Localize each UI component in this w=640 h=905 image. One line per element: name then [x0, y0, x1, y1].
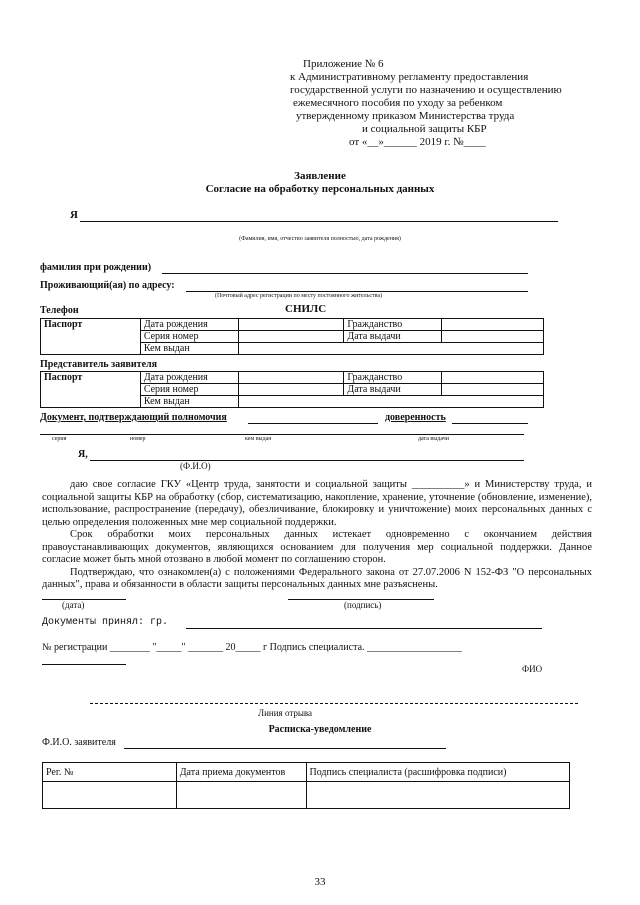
rep-citizenship-label: Гражданство	[344, 372, 442, 384]
citizenship-cell[interactable]	[442, 319, 544, 331]
receipt-col-date: Дата приема документов	[176, 763, 306, 782]
appendix-number: Приложение № 6	[303, 58, 384, 70]
birth-surname-label: фамилия при рождении)	[40, 262, 152, 273]
registration-extra-line[interactable]	[42, 664, 126, 665]
applicant-prefix: Я	[70, 209, 78, 221]
consent-fio-caption: (Ф.И.О)	[180, 461, 211, 471]
document-subtitle: Согласие на обработку персональных данных	[205, 183, 435, 195]
receipt-applicant-field[interactable]	[124, 748, 446, 749]
consent-paragraph-2: Срок обработки моих персональных данных истекает одновременно с окончанием действия правоустанавливающих документов, являющихся основанием для получения мер социальной поддержки. Данное согласие может быть мной отозвано в любой момент по соглашению сторон.	[42, 529, 592, 565]
rep-series-number-label: Серия номер	[140, 384, 238, 396]
consent-text	[42, 479, 592, 592]
consent-paragraph-3: Подтверждаю, что ознакомлен(а) с положениями Федерального закона от 27.07.2006 N 152-ФЗ "О персональных данных", права и обязанности в области защиты персональных данных мне разъяснены.	[42, 566, 592, 590]
issue-date-label: Дата выдачи	[344, 331, 442, 343]
phone-label: Телефон	[40, 305, 79, 316]
issued-by-label: Кем выдан	[140, 343, 238, 355]
power-of-attorney-field[interactable]	[452, 423, 528, 424]
signature-caption: (подпись)	[344, 600, 382, 610]
issue-date-cell[interactable]	[442, 331, 544, 343]
authority-document-label: Документ, подтверждающий полномочия	[40, 412, 227, 423]
consent-prefix: Я,	[78, 449, 88, 460]
registration-line: № регистрации ________ "_____" _______ 20_____ г Подпись специалиста. ___________________	[42, 642, 463, 653]
rep-issue-date-label: Дата выдачи	[344, 384, 442, 396]
consent-paragraph-1: даю свое согласие ГКУ «Центр труда, занятости и социальной защиты __________» и Министерству труда, и социальной защиты КБР на обработку (сбор, систематизацию, накопление, хранение, уточнение (обновление, изменение), использование, распространение (передачу), обезличивание, блокировку и уничтожение) моих персональных данных с целью определения положенных мне мер социальной поддержки.	[42, 479, 592, 528]
rep-issued-by-cell[interactable]	[238, 396, 543, 408]
page-number: 33	[314, 876, 326, 888]
header-line-5: утвержденному приказом Министерства труда	[296, 110, 515, 122]
document-title: Заявление	[294, 170, 346, 182]
header-line-7: от «__»______ 2019 г. №____	[349, 136, 486, 148]
header-line-2: к Административному регламенту предоставления	[290, 71, 529, 83]
cut-line-caption: Линия отрыва	[258, 708, 313, 718]
series-number-cell[interactable]	[238, 331, 344, 343]
receipt-applicant-label: Ф.И.О. заявителя	[42, 737, 116, 748]
header-line-4: ежемесячного пособия по уходу за ребенком	[293, 97, 503, 109]
address-caption: (Почтовый адрес регистрации по месту постоянного жительства)	[215, 293, 383, 299]
representative-label: Представитель заявителя	[40, 359, 158, 370]
passport-label: Паспорт	[41, 319, 141, 355]
citizenship-label: Гражданство	[344, 319, 442, 331]
receipt-reg-cell[interactable]	[43, 782, 177, 809]
header-line-6: и социальной защиты КБР	[362, 123, 487, 135]
issued-by-cell[interactable]	[238, 343, 543, 355]
receipt-col-signature: Подпись специалиста (расшифровка подписи)	[306, 763, 570, 782]
col-number-caption: номер	[130, 436, 146, 442]
receipt-date-cell[interactable]	[176, 782, 306, 809]
cut-line	[90, 703, 578, 704]
rep-issued-by-label: Кем выдан	[140, 396, 238, 408]
rep-series-number-cell[interactable]	[238, 384, 344, 396]
birth-surname-field[interactable]	[162, 273, 528, 274]
birth-date-cell[interactable]	[238, 319, 344, 331]
documents-accepted-field[interactable]	[186, 628, 542, 629]
address-field[interactable]	[186, 291, 528, 292]
receipt-table	[42, 762, 570, 809]
date-caption: (дата)	[62, 600, 85, 610]
receipt-col-reg: Рег. №	[43, 763, 177, 782]
applicant-name-caption: (Фамилия, имя, отчество заявителя полностью, дата рождения)	[239, 236, 401, 242]
birth-date-label: Дата рождения	[140, 319, 238, 331]
col-series-caption: серия	[52, 436, 67, 442]
consent-fio-field[interactable]	[90, 460, 524, 461]
rep-issue-date-cell[interactable]	[442, 384, 544, 396]
fio-label: ФИО	[522, 664, 543, 674]
receipt-title: Расписка-уведомление	[268, 724, 372, 735]
header-line-3: государственной услуги по назначению и осуществлению	[290, 84, 562, 96]
rep-citizenship-cell[interactable]	[442, 372, 544, 384]
authority-document-field[interactable]	[248, 423, 378, 424]
authority-details-line[interactable]	[40, 434, 524, 435]
col-issue-date-caption: дата выдачи	[418, 436, 449, 442]
power-of-attorney-label: доверенность	[385, 412, 446, 423]
col-issued-by-caption: кем выдан	[245, 436, 272, 442]
rep-birth-date-label: Дата рождения	[140, 372, 238, 384]
applicant-name-field[interactable]	[80, 221, 558, 222]
receipt-signature-cell[interactable]	[306, 782, 570, 809]
documents-accepted-label: Документы принял: гр.	[42, 617, 169, 628]
address-label: Проживающий(ая) по адресу:	[40, 280, 175, 291]
rep-birth-date-cell[interactable]	[238, 372, 344, 384]
rep-passport-label: Паспорт	[41, 372, 141, 408]
representative-passport-table	[40, 371, 544, 408]
series-number-label: Серия номер	[140, 331, 238, 343]
applicant-passport-table	[40, 318, 544, 355]
snils-label: СНИЛС	[285, 303, 327, 315]
